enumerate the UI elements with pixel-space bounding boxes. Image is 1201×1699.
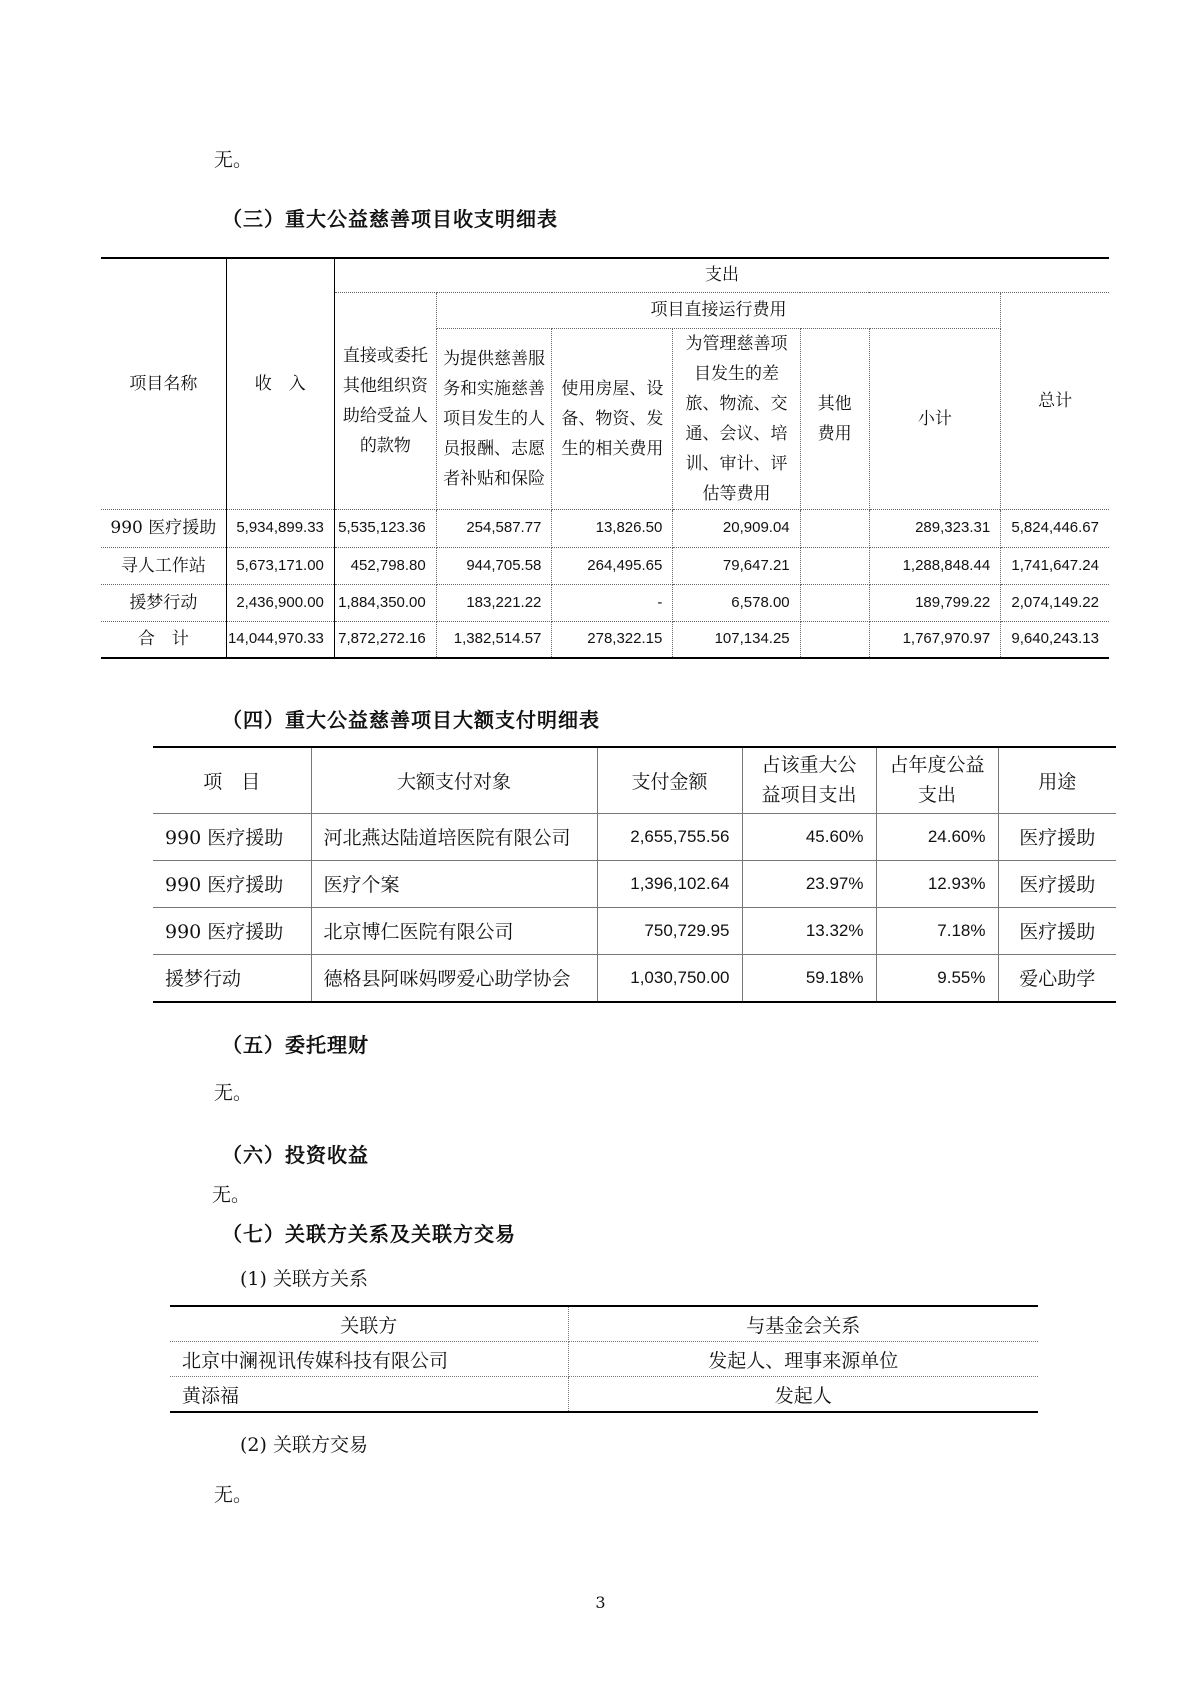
row-facility: 278,322.15 bbox=[552, 621, 673, 658]
table-total-row bbox=[101, 621, 1109, 658]
header-staff-cost: 为提供慈善服务和实施慈善项目发生的人员报酬、志愿者补贴和保险 bbox=[436, 328, 552, 509]
row-management: 20,909.04 bbox=[673, 509, 800, 547]
row-amount: 1,396,102.64 bbox=[597, 860, 742, 907]
row-other bbox=[800, 509, 869, 547]
row-purpose: 爱心助学 bbox=[998, 954, 1116, 1002]
row-pct-project: 23.97% bbox=[742, 860, 876, 907]
row-direct-aid: 7,872,272.16 bbox=[334, 621, 436, 658]
row-name: 合 计 bbox=[101, 621, 226, 658]
row-payee: 北京博仁医院有限公司 bbox=[311, 907, 597, 954]
header-item: 项 目 bbox=[153, 747, 311, 813]
row-staff: 183,221.22 bbox=[436, 584, 552, 621]
header-project-name: 项目名称 bbox=[101, 258, 226, 509]
table-row bbox=[170, 1342, 1038, 1377]
row-income: 14,044,970.33 bbox=[226, 621, 334, 658]
row-name: 寻人工作站 bbox=[101, 547, 226, 584]
row-total: 2,074,149.22 bbox=[1001, 584, 1109, 621]
row-pct-project: 59.18% bbox=[742, 954, 876, 1002]
header-pct-year: 占年度公益支出 bbox=[876, 747, 998, 813]
header-other-cost: 其他费用 bbox=[800, 328, 869, 509]
section-5-title: （五）委托理财 bbox=[222, 1033, 369, 1057]
row-purpose: 医疗援助 bbox=[998, 907, 1116, 954]
table-row bbox=[170, 1377, 1038, 1413]
row-other bbox=[800, 584, 869, 621]
row-total: 1,741,647.24 bbox=[1001, 547, 1109, 584]
header-expense: 支出 bbox=[334, 258, 1109, 292]
header-operating-cost: 项目直接运行费用 bbox=[436, 292, 1000, 328]
header-pct-project: 占该重大公益项目支出 bbox=[742, 747, 876, 813]
row-staff: 254,587.77 bbox=[436, 509, 552, 547]
row-pct-year: 12.93% bbox=[876, 860, 998, 907]
row-total: 9,640,243.13 bbox=[1001, 621, 1109, 658]
header-direct-aid: 直接或委托其他组织资助给受益人的款物 bbox=[334, 292, 436, 509]
header-income: 收 入 bbox=[226, 258, 334, 509]
row-staff: 944,705.58 bbox=[436, 547, 552, 584]
row-amount: 750,729.95 bbox=[597, 907, 742, 954]
row-subtotal: 1,288,848.44 bbox=[869, 547, 1001, 584]
table-row bbox=[153, 954, 1116, 1002]
row-item: 990 医疗援助 bbox=[153, 860, 311, 907]
row-pct-year: 7.18% bbox=[876, 907, 998, 954]
header-relation: 与基金会关系 bbox=[568, 1306, 1038, 1342]
section-7-sub2: (2) 关联方交易 bbox=[240, 1434, 368, 1456]
row-pct-year: 24.60% bbox=[876, 813, 998, 860]
row-payee: 德格县阿咪妈啰爱心助学协会 bbox=[311, 954, 597, 1002]
related-party-table bbox=[170, 1305, 1038, 1413]
row-item: 援梦行动 bbox=[153, 954, 311, 1002]
row-management: 79,647.21 bbox=[673, 547, 800, 584]
row-total: 5,824,446.67 bbox=[1001, 509, 1109, 547]
row-income: 5,934,899.33 bbox=[226, 509, 334, 547]
section-7-title: （七）关联方关系及关联方交易 bbox=[222, 1222, 516, 1246]
row-party: 黄添福 bbox=[170, 1377, 568, 1413]
header-facility-cost: 使用房屋、设备、物资、发生的相关费用 bbox=[552, 328, 673, 509]
row-facility: 13,826.50 bbox=[552, 509, 673, 547]
table-row bbox=[153, 860, 1116, 907]
page-number: 3 bbox=[595, 1593, 606, 1612]
header-total: 总计 bbox=[1001, 292, 1109, 509]
row-name: 990 医疗援助 bbox=[101, 509, 226, 547]
table-row bbox=[101, 547, 1109, 584]
row-purpose: 医疗援助 bbox=[998, 813, 1116, 860]
row-relation: 发起人、理事来源单位 bbox=[568, 1342, 1038, 1377]
table-row bbox=[153, 907, 1116, 954]
row-facility: 264,495.65 bbox=[552, 547, 673, 584]
row-subtotal: 189,799.22 bbox=[869, 584, 1001, 621]
row-payee: 医疗个案 bbox=[311, 860, 597, 907]
row-staff: 1,382,514.57 bbox=[436, 621, 552, 658]
table-row bbox=[101, 584, 1109, 621]
header-purpose: 用途 bbox=[998, 747, 1116, 813]
row-pct-year: 9.55% bbox=[876, 954, 998, 1002]
row-direct-aid: 5,535,123.36 bbox=[334, 509, 436, 547]
row-facility: - bbox=[552, 584, 673, 621]
header-subtotal: 小计 bbox=[869, 328, 1001, 509]
row-management: 6,578.00 bbox=[673, 584, 800, 621]
section-5-text: 无。 bbox=[214, 1082, 253, 1104]
header-party: 关联方 bbox=[170, 1306, 568, 1342]
row-relation: 发起人 bbox=[568, 1377, 1038, 1413]
row-direct-aid: 1,884,350.00 bbox=[334, 584, 436, 621]
row-party: 北京中澜视讯传媒科技有限公司 bbox=[170, 1342, 568, 1377]
section-3-title: （三）重大公益慈善项目收支明细表 bbox=[222, 207, 558, 231]
header-management-cost: 为管理慈善项目发生的差旅、物流、交通、会议、培训、审计、评估等费用 bbox=[673, 328, 800, 509]
large-payment-table bbox=[153, 746, 1116, 1003]
row-income: 2,436,900.00 bbox=[226, 584, 334, 621]
row-direct-aid: 452,798.80 bbox=[334, 547, 436, 584]
row-subtotal: 289,323.31 bbox=[869, 509, 1001, 547]
row-pct-project: 45.60% bbox=[742, 813, 876, 860]
intro-none-text: 无。 bbox=[214, 149, 253, 171]
section-4-title: （四）重大公益慈善项目大额支付明细表 bbox=[222, 708, 600, 732]
row-management: 107,134.25 bbox=[673, 621, 800, 658]
section-7-text: 无。 bbox=[214, 1484, 253, 1506]
table-row bbox=[153, 813, 1116, 860]
header-amount: 支付金额 bbox=[597, 747, 742, 813]
row-other bbox=[800, 547, 869, 584]
row-income: 5,673,171.00 bbox=[226, 547, 334, 584]
row-payee: 河北燕达陆道培医院有限公司 bbox=[311, 813, 597, 860]
section-7-sub1: (1) 关联方关系 bbox=[240, 1268, 368, 1290]
row-purpose: 医疗援助 bbox=[998, 860, 1116, 907]
row-item: 990 医疗援助 bbox=[153, 907, 311, 954]
row-amount: 1,030,750.00 bbox=[597, 954, 742, 1002]
row-item: 990 医疗援助 bbox=[153, 813, 311, 860]
header-payee: 大额支付对象 bbox=[311, 747, 597, 813]
section-6-text: 无。 bbox=[212, 1184, 251, 1206]
section-6-title: （六）投资收益 bbox=[222, 1143, 369, 1167]
row-subtotal: 1,767,970.97 bbox=[869, 621, 1001, 658]
table-row bbox=[101, 509, 1109, 547]
row-amount: 2,655,755.56 bbox=[597, 813, 742, 860]
row-other bbox=[800, 621, 869, 658]
row-pct-project: 13.32% bbox=[742, 907, 876, 954]
project-income-expense-table bbox=[101, 257, 1109, 659]
row-name: 援梦行动 bbox=[101, 584, 226, 621]
